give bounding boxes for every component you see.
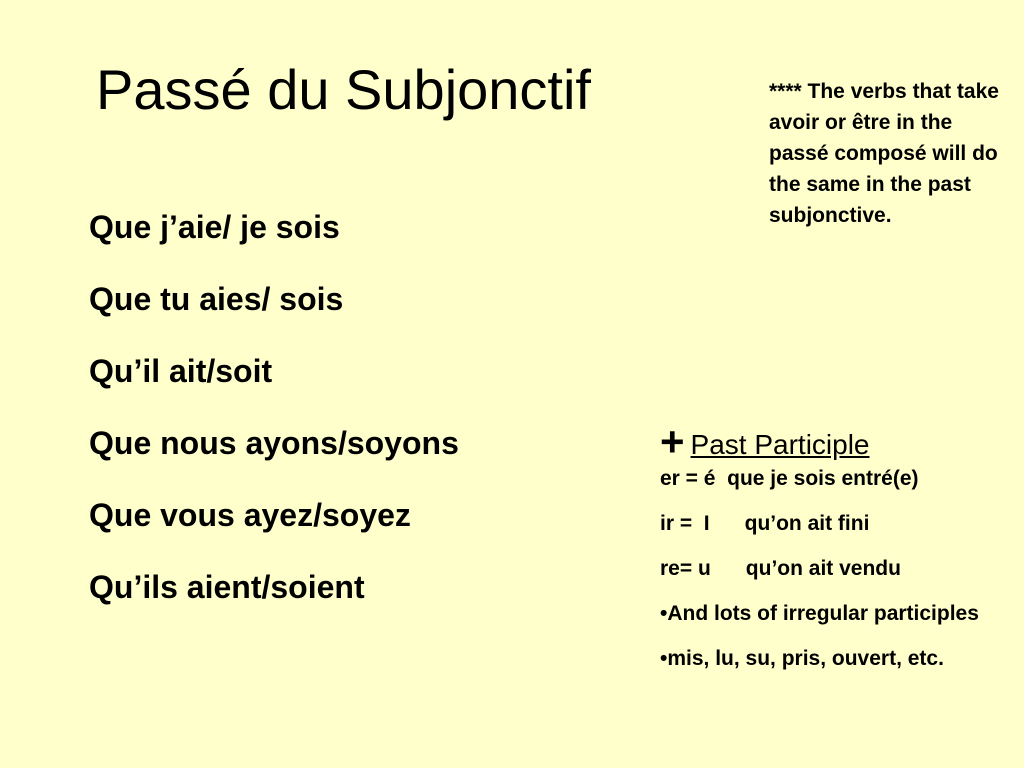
bullet-irregular-participles: •And lots of irregular participles [660, 602, 979, 625]
conjugation-list [89, 205, 459, 637]
conjugation-line-je: Que j’aie/ je sois [89, 209, 340, 245]
past-participle-block [660, 405, 1000, 688]
rule-er: er = é que je sois entré(e) [660, 467, 919, 490]
plus-sign: + [660, 418, 685, 465]
conjugation-line-tu: Que tu aies/ sois [89, 281, 344, 317]
note-text: **** The verbs that take avoir or être in the passé composé will do the same in the past subjonctive. [769, 80, 999, 227]
past-participle-label: Past Participle [690, 429, 870, 460]
bullet-irregular-examples: •mis, lu, su, pris, ouvert, etc. [660, 647, 944, 670]
participle-rules-list [660, 463, 1000, 674]
past-participle-heading [660, 405, 1000, 463]
rule-ir: ir = I qu’on ait fini [660, 512, 870, 535]
conjugation-line-il: Qu’il ait/soit [89, 353, 273, 389]
slide-title: Passé du Subjonctif [96, 58, 591, 121]
rule-re: re= u qu’on ait vendu [660, 557, 901, 580]
conjugation-line-nous: Que nous ayons/soyons [89, 425, 459, 461]
conjugation-line-ils: Qu’ils aient/soient [89, 569, 365, 605]
conjugation-line-vous: Que vous ayez/soyez [89, 497, 411, 533]
